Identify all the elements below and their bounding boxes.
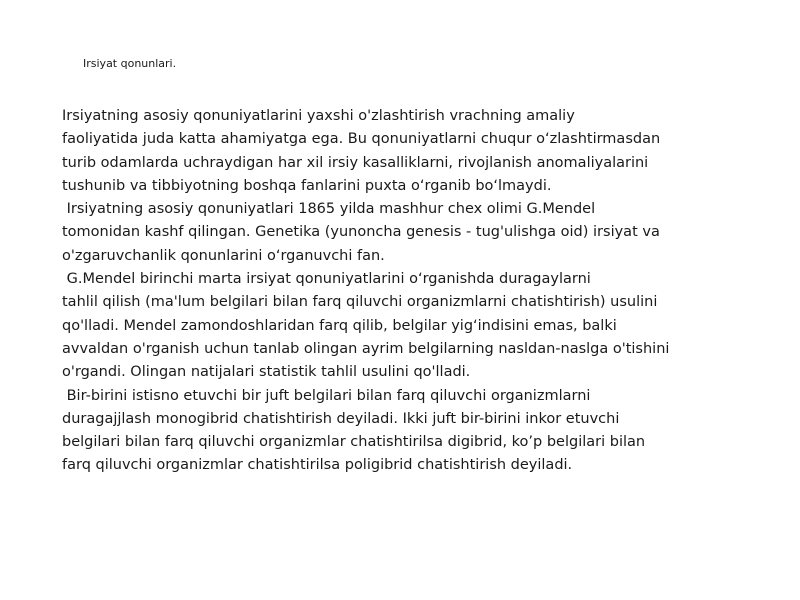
text-line: tushunib va tibbiyotning boshqa fanlarini puxta o‘rganib bo‘lmaydi. (62, 177, 552, 194)
text-line: belgilari bilan farq qiluvchi organizmlar chatishtirilsa digibrid, ko’p belgilari bilan (62, 434, 646, 451)
text-line: o'zgaruvchanlik qonunlarini o‘rganuvchi fan. (62, 247, 385, 264)
text-line: farq qiluvchi organizmlar chatishtirilsa poligibrid chatishtirish deyiladi. (62, 457, 573, 474)
text-line: tomonidan kashf qilingan. Genetika (yunoncha genesis - tug'ulishga oid) irsiyat va (62, 224, 660, 241)
document-body (62, 105, 742, 478)
text-line: tahlil qilish (ma'lum belgilari bilan farq qiluvchi organizmlarni chatishtirish) usulini (62, 294, 658, 311)
text-line: duragajjlash monogibrid chatishtirish deyiladi. Ikki juft bir-birini inkor etuvchi (62, 410, 620, 427)
text-line: o'rgandi. Olingan natijalari statistik tahlil usulini qo'lladi. (62, 364, 471, 381)
text-line: qo'lladi. Mendel zamondoshlaridan farq qilib, belgilar yig‘indisini emas, balki (62, 317, 617, 334)
text-line: avvaldan o'rganish uchun tanlab olingan ayrim belgilarning nasldan-naslga o'tishini (62, 340, 670, 357)
document-title: Irsiyat qonunlari. (83, 57, 177, 70)
text-line: faoliyatida juda katta ahamiyatga ega. Bu qonuniyatlarni chuqur o‘zlashtirmasdan (62, 131, 661, 148)
text-line: Irsiyatning asosiy qonuniyatlarini yaxshi o'zlashtirish vrachning amaliy (62, 108, 575, 124)
text-line: turib odamlarda uchraydigan har xil irsiy kasalliklarni, rivojlanish anomaliyalarini (62, 154, 649, 171)
text-line: G.Mendel birinchi marta irsiyat qonuniyatlarini o‘rganishda duragaylarni (62, 271, 591, 288)
text-line: Irsiyatning asosiy qonuniyatlari 1865 yilda mashhur chex olimi G.Mendel (62, 201, 596, 218)
text-line: Bir-birini istisno etuvchi bir juft belgilari bilan farq qiluvchi organizmlarni (62, 387, 591, 404)
